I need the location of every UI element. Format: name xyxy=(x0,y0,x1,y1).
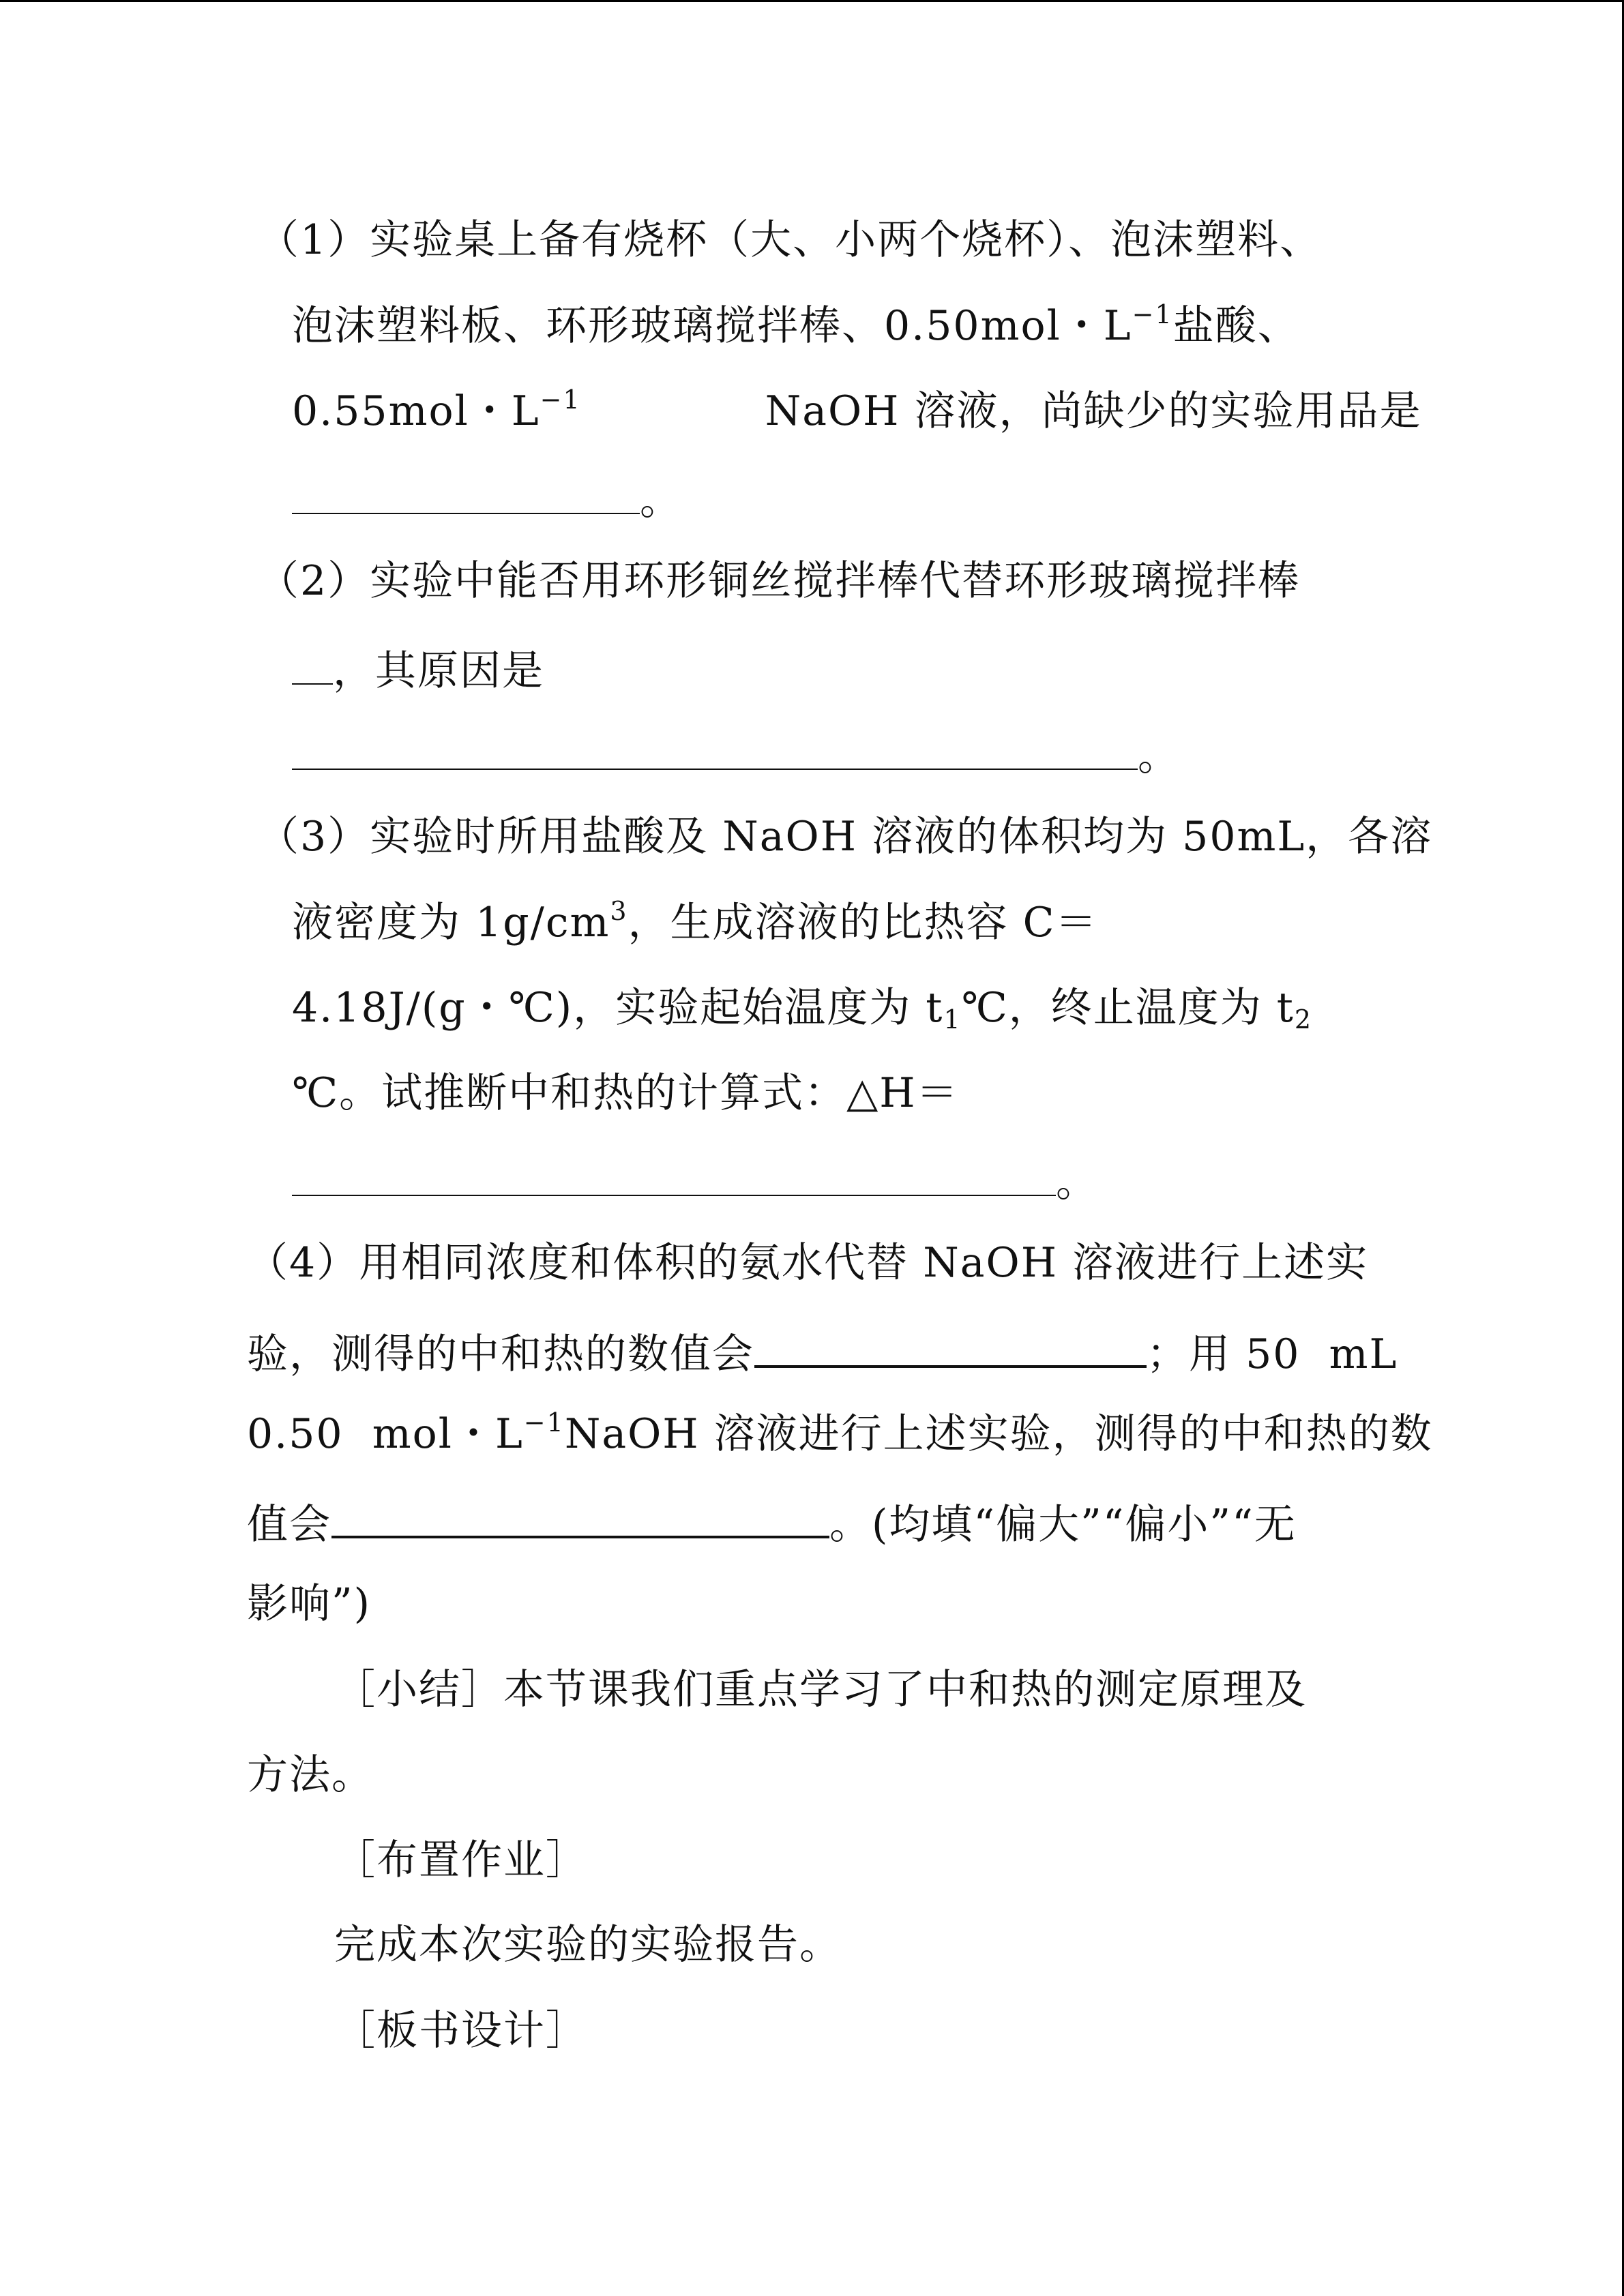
q3-line3-subscript-2: 2 xyxy=(1294,1004,1313,1034)
q2-line2 xyxy=(292,640,544,698)
q4-line5-text: 影响”) xyxy=(247,1580,372,1628)
q1-line2 xyxy=(292,299,1300,353)
q1-line3 xyxy=(292,384,1422,438)
q3-line3-text-b: ℃，终止温度为 t xyxy=(961,984,1295,1032)
q1-line2-text-a: 泡沫塑料板、环形玻璃搅拌棒、0.50mol・L xyxy=(292,302,1132,350)
q3-line2-superscript: 3 xyxy=(610,896,628,926)
q1-line1 xyxy=(258,213,1322,267)
q2-line1 xyxy=(258,554,1300,608)
q3-line4 xyxy=(292,1066,959,1120)
q3-line1-text: （3）实验时所用盐酸及 NaOH 溶液的体积均为 50mL，各溶 xyxy=(258,813,1433,861)
q3-line2 xyxy=(292,895,1098,950)
summary-line2 xyxy=(247,1748,374,1802)
summary-line2-text: 方法。 xyxy=(247,1751,374,1799)
q1-line3-text-b: NaOH 溶液，尚缺少的实验用品是 xyxy=(765,387,1422,435)
homework-heading-text: ［布置作业］ xyxy=(334,1836,588,1884)
q4-ammonia-blank[interactable] xyxy=(754,1322,1147,1368)
q3-line5-end: 。 xyxy=(1056,1159,1098,1206)
q4-line3-superscript: −1 xyxy=(523,1407,565,1437)
q4-line4-text-a: 值会 xyxy=(247,1501,331,1549)
q1-line3-superscript: −1 xyxy=(540,385,581,415)
q4-line2-text-a: 验，测得的中和热的数值会 xyxy=(247,1330,754,1378)
board-heading xyxy=(334,2003,588,2058)
q4-line2 xyxy=(247,1322,1398,1382)
q3-line3-text-a: 4.18J/(g・℃)，实验起始温度为 t xyxy=(292,984,944,1032)
q2-line3-end: 。 xyxy=(1138,732,1180,780)
q3-line3 xyxy=(292,981,1312,1035)
q4-line4-text-b: 。(均填“偏大”“偏小”“无 xyxy=(829,1501,1297,1549)
q4-line1 xyxy=(247,1236,1368,1290)
q3-line3-subscript-1: 1 xyxy=(943,1004,962,1034)
q4-line4 xyxy=(247,1492,1297,1552)
homework-body-text: 完成本次实验的实验报告。 xyxy=(334,1921,842,1969)
q2-line1-text: （2）实验中能否用环形铜丝搅拌棒代替环形玻璃搅拌棒 xyxy=(258,557,1301,605)
q4-line3-text-b: NaOH 溶液进行上述实验，测得的中和热的数 xyxy=(564,1410,1433,1458)
q2-yesno-blank[interactable] xyxy=(292,640,333,685)
q1-line3-text-a: 0.55mol・L xyxy=(292,387,540,435)
q3-formula-blank[interactable] xyxy=(292,1151,1056,1196)
q2-line2-text: ，其原因是 xyxy=(333,647,544,695)
q3-line2-text-b: ，生成溶液的比热容 C＝ xyxy=(628,899,1098,946)
summary-line1-text: ［小结］本节课我们重点学习了中和热的测定原理及 xyxy=(334,1666,1307,1714)
q1-line4 xyxy=(292,469,682,528)
q4-line1-text: （4）用相同浓度和体积的氨水代替 NaOH 溶液进行上述实 xyxy=(247,1239,1369,1287)
q4-naoh-blank[interactable] xyxy=(331,1492,829,1538)
q3-line4-text: ℃。试推断中和热的计算式：△H＝ xyxy=(292,1069,959,1117)
summary-line1 xyxy=(334,1663,1307,1717)
q1-line4-end: 。 xyxy=(640,477,682,524)
q1-line2-superscript: −1 xyxy=(1132,299,1173,329)
board-heading-text: ［板书设计］ xyxy=(334,2007,588,2055)
q4-line5 xyxy=(247,1577,371,1631)
homework-heading xyxy=(334,1833,588,1888)
q4-line2-text-b: ；用 50 mL xyxy=(1147,1330,1398,1378)
q4-line3 xyxy=(247,1407,1433,1461)
q2-line3 xyxy=(292,725,1180,784)
q3-line1 xyxy=(258,809,1432,864)
q3-line5 xyxy=(292,1151,1098,1210)
q3-line2-text-a: 液密度为 1g/cm xyxy=(292,899,610,946)
q4-line3-text-a: 0.50 mol・L xyxy=(247,1410,524,1458)
q1-line2-text-b: 盐酸、 xyxy=(1172,302,1300,350)
q1-line1-text: （1）实验桌上备有烧杯（大、小两个烧杯）、泡沫塑料、 xyxy=(258,216,1323,264)
q1-answer-blank[interactable] xyxy=(292,469,640,514)
q2-reason-blank[interactable] xyxy=(292,725,1138,770)
homework-text xyxy=(334,1918,842,1972)
